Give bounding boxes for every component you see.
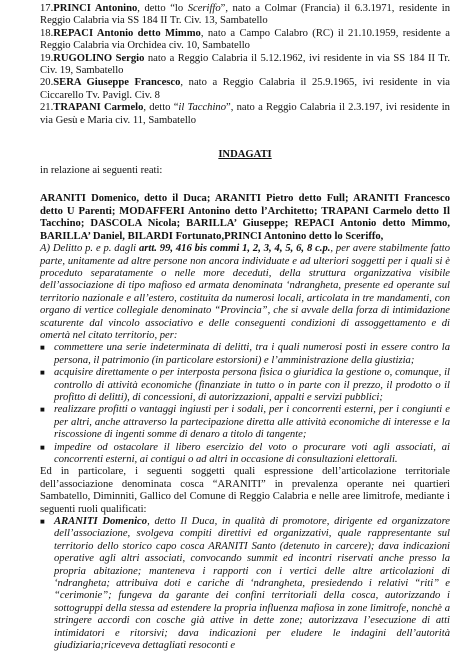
role-description: , detto Il Duca, in qualità di promotore, dirigente ed organizzatore dell’associazione, svolgeva compiti direttivi ed organizzativi, quale rappresentante sul territorio dello storico capo cosca ARANITI Santo (detenuto in carcere); dava indicazioni operative agli altri associati, convocando summit ed incontri riservati anche presso la propria abitazione; manteneva i rapporti con i vertici delle altre articolazioni di ‘ndrangheta; attribuiva doti e cariche di ‘ndrangheta, presiedendo i relativi “riti” e “cerimonie”; fungeva da garante dei confini territoriali della cosca, autorizzando i sottogruppi della stessa ad estendere la propria influenza mafiosa in zone limitrofe, nonchè a stringere accordi con cosche già attive in dette zone; autorizzava l’esecuzione di atti intimidatori e ritorsivi; dava indicazioni per eludere le indagini dell’autorità giudiziaria;riceveva dettagliati resoconti e bbox=[54, 516, 451, 652]
list-item bbox=[40, 342, 450, 367]
item-text: ”, nato a Reggio Calabria il 2.3.197, ivi residente in via Gesù e Maria civ. 11, Sambatello bbox=[40, 102, 450, 126]
item-text: nato a Reggio Calabria il 5.12.1962, ivi residente in via SS 184 II Tr. Civ. 19, Sambatello bbox=[40, 52, 450, 77]
charge-paragraph bbox=[40, 243, 450, 342]
list-item bbox=[40, 442, 450, 467]
witness-list bbox=[40, 3, 450, 127]
item-text: , detto “ bbox=[143, 102, 179, 114]
person-alias: il Tacchino bbox=[178, 102, 227, 114]
bullet-icon: ■ bbox=[40, 368, 45, 378]
item-text: , nato a Campo Calabro (RC) il 21.10.1959, residente a Reggio Calabria via Orchidea civ. 10, Sambatello bbox=[40, 27, 450, 52]
bullet-icon: ■ bbox=[40, 343, 45, 353]
spacer bbox=[40, 177, 450, 193]
spacer bbox=[40, 127, 450, 149]
person-alias: Sceriffo bbox=[187, 3, 221, 14]
list-item bbox=[40, 102, 450, 127]
bullet-text: acquisire direttamente o per interposta persona fisica o giuridica la gestione o, comunque, il controllo di attività economiche (finanziate in tutto o in parte con il prezzo, il prodotto o il profitto di delitti), di concessioni, di autorizzazioni, appalti e servizi pubblici; bbox=[54, 367, 450, 403]
list-item bbox=[40, 404, 450, 441]
list-item bbox=[40, 77, 450, 102]
list-item bbox=[40, 53, 450, 78]
section-heading: INDAGATI bbox=[218, 149, 272, 161]
section-subheading: in relazione ai seguenti reati: bbox=[40, 165, 163, 177]
charge-label: A) Delitto p. e p. dagli bbox=[40, 243, 139, 255]
charge-text: , per avere stabilmente fatto parte, unitamente ad altre persone non ancora individuate e ad ulteriori soggetti per i quali si è proceduto separatamente o nelle more deceduti, della struttura organizzativa visibile dell’associazione di tipo mafioso ed armata denominata ‘ndrangheta, presente ed operante sul territorio nazionale e all’estero, costituita da numerosi locali, articolata in tre mandamenti, con organo di vertice collegiale denominato “Provincia”, che si avvale della forza di intimidazione scaturente dal vincolo associativo e delle conseguenti condizioni di assoggettamento e di omertà nel citato territorio, per: bbox=[40, 243, 451, 341]
body-paragraph: Ed in particolare, i seguenti soggetti quali espressione dell’articolazione territoriale dell’associazione denominata cosca “ARANITI” in prevalenza operante nei quartieri Sambatello, Diminniti, Gallico del Comune di Reggio Calabria e nelle aree limitrofe, mediante i seguenti ruoli qualificati: bbox=[40, 466, 450, 515]
charge-articles: artt. 99, 416 bis commi 1, 2, 3, 4, 5, 6, 8 c.p. bbox=[138, 243, 331, 255]
item-text: , detto “lo bbox=[137, 3, 188, 14]
item-number: 20. bbox=[40, 77, 54, 89]
person-name: PRINCI Antonino bbox=[53, 3, 138, 14]
person-name: TRAPANI Carmelo bbox=[53, 102, 144, 114]
item-number: 19. bbox=[40, 52, 54, 64]
bullet-text: impedire od ostacolare il libero esercizio del voto o procurare voti agli associati, ai concorrenti esterni, ai contigui o ad altri in occasione di consultazioni elettorali. bbox=[54, 441, 450, 465]
bullet-icon: ■ bbox=[40, 442, 45, 452]
list-item bbox=[40, 28, 450, 53]
item-text: ”, nato a Colmar (Francia) il 6.3.1971, residente in Reggio Calabria via SS 184 II Tr. Civ. 13, Sambatello bbox=[40, 3, 451, 27]
accused-list: ARANITI Domenico, detto il Duca; ARANITI Pietro detto Full; ARANITI Francesco detto U Parenti; MODAFFERI Antonino detto l’Architetto; TRAPANI Carmelo detto Il Tacchino; DASCOLA Nicola; BARILLA’ Giuseppe; REPACI Antonio detto Mimmo, BARILLA’ Daniel, BILARDI Fortunato,PRINCI Antonino detto lo Sceriffo, bbox=[40, 193, 450, 242]
item-number: 21. bbox=[40, 102, 54, 114]
bullet-text: commettere una serie indeterminata di delitti, tra i quali numerosi posti in essere contro la persona, il patrimonio (in particolare estorsioni) e l’amministrazione della giustizia; bbox=[54, 342, 450, 366]
list-item bbox=[40, 367, 450, 404]
person-name: SERA Giuseppe Francesco bbox=[53, 77, 181, 89]
person-name: RUGOLINO Sergio bbox=[53, 52, 145, 64]
person-name: REPACI Antonio detto Mimmo bbox=[53, 27, 201, 39]
item-number: 17. bbox=[40, 3, 54, 14]
bullet-icon: ■ bbox=[40, 517, 45, 527]
role-text bbox=[54, 516, 450, 652]
list-item bbox=[40, 3, 450, 28]
bullet-text: realizzare profitti o vantaggi ingiusti per i sodali, per i concorrenti esterni, per i congiunti e per altri, anche attraverso la partecipazione diretta alle attività economiche di interesse e la riscossione di ingenti somme di denaro a titolo di tangente; bbox=[54, 404, 450, 441]
bullet-icon: ■ bbox=[40, 405, 45, 415]
person-name: ARANITI Domenico bbox=[54, 516, 148, 528]
list-item bbox=[40, 516, 450, 652]
item-number: 18. bbox=[40, 27, 54, 39]
item-text: , nato a Reggio Calabria il 25.9.1965, ivi residente in via Ciccarello Tv. Pavigl. Civ. 8 bbox=[40, 77, 450, 101]
